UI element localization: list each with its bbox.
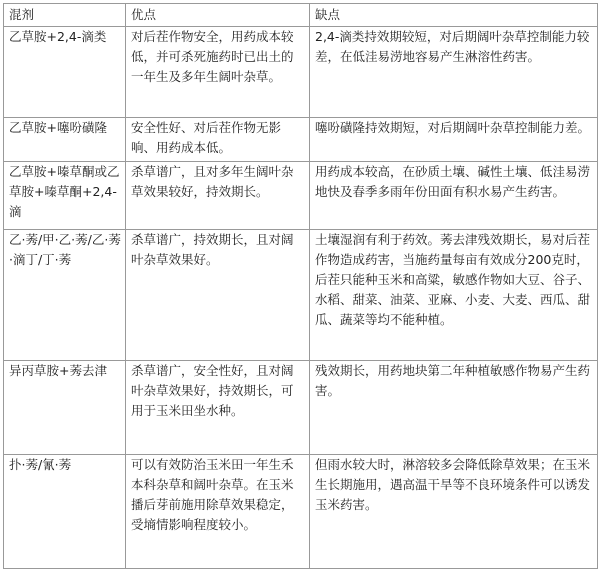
pros-cell: 杀草谱广，安全性好，且对阔叶杂草效果好，持效期长，可用于玉米田坐水种。	[126, 361, 310, 455]
table-row	[4, 118, 598, 162]
header-pros: 优点	[126, 4, 310, 27]
pros-cell: 杀草谱广，持效期长，且对阔叶杂草效果好。	[126, 230, 310, 361]
header-mix: 混剂	[4, 4, 126, 27]
header-cons: 缺点	[310, 4, 598, 27]
mix-cell: 扑·莠/氰·莠	[4, 455, 126, 569]
mix-cell: 乙草胺+2,4-滴类	[4, 27, 126, 118]
table-row	[4, 27, 598, 118]
table-row	[4, 230, 598, 361]
cons-cell: 噻吩磺隆持效期短，对后期阔叶杂草控制能力差。	[310, 118, 598, 162]
table-row	[4, 361, 598, 455]
pros-cell: 安全性好、对后茬作物无影响、用药成本低。	[126, 118, 310, 162]
cons-cell: 用药成本较高，在砂质土壤、碱性土壤、低洼易涝地快及春季多雨年份田面有积水易产生药害。	[310, 162, 598, 230]
herbicide-mix-table	[3, 3, 598, 569]
cons-cell: 残效期长，用药地块第二年种植敏感作物易产生药害。	[310, 361, 598, 455]
pros-cell: 可以有效防治玉米田一年生禾本科杂草和阔叶杂草。在玉米播后芽前施用除草效果稳定，受墒情影响程度较小。	[126, 455, 310, 569]
cons-cell: 土壤湿润有利于药效。莠去津残效期长，易对后茬作物造成药害，当施药量每亩有效成分200克时，后茬只能种玉米和高粱，敏感作物如大豆、谷子、水稻、甜菜、油菜、亚麻、小麦、大麦、西瓜、甜瓜、蔬菜等均不能种植。	[310, 230, 598, 361]
pros-cell: 对后茬作物安全，用药成本较低，并可杀死施药时已出土的一年生及多年生阔叶杂草。	[126, 27, 310, 118]
mix-cell: 乙草胺+噻吩磺隆	[4, 118, 126, 162]
cons-cell: 2,4-滴类持效期较短，对后期阔叶杂草控制能力较差，在低洼易涝地容易产生淋溶性药害。	[310, 27, 598, 118]
pros-cell: 杀草谱广，且对多年生阔叶杂草效果较好，持效期长。	[126, 162, 310, 230]
cons-cell: 但雨水较大时，淋溶较多会降低除草效果；在玉米生长期施用，遇高温干旱等不良环境条件可以诱发玉米药害。	[310, 455, 598, 569]
mix-cell: 乙草胺+嗪草酮或乙草胺+嗪草酮+2,4-滴	[4, 162, 126, 230]
table-header-row	[4, 4, 598, 27]
mix-cell: 异丙草胺+莠去津	[4, 361, 126, 455]
mix-cell: 乙·莠/甲·乙·莠/乙·莠·滴丁/丁·莠	[4, 230, 126, 361]
table-row	[4, 455, 598, 569]
table-row	[4, 162, 598, 230]
